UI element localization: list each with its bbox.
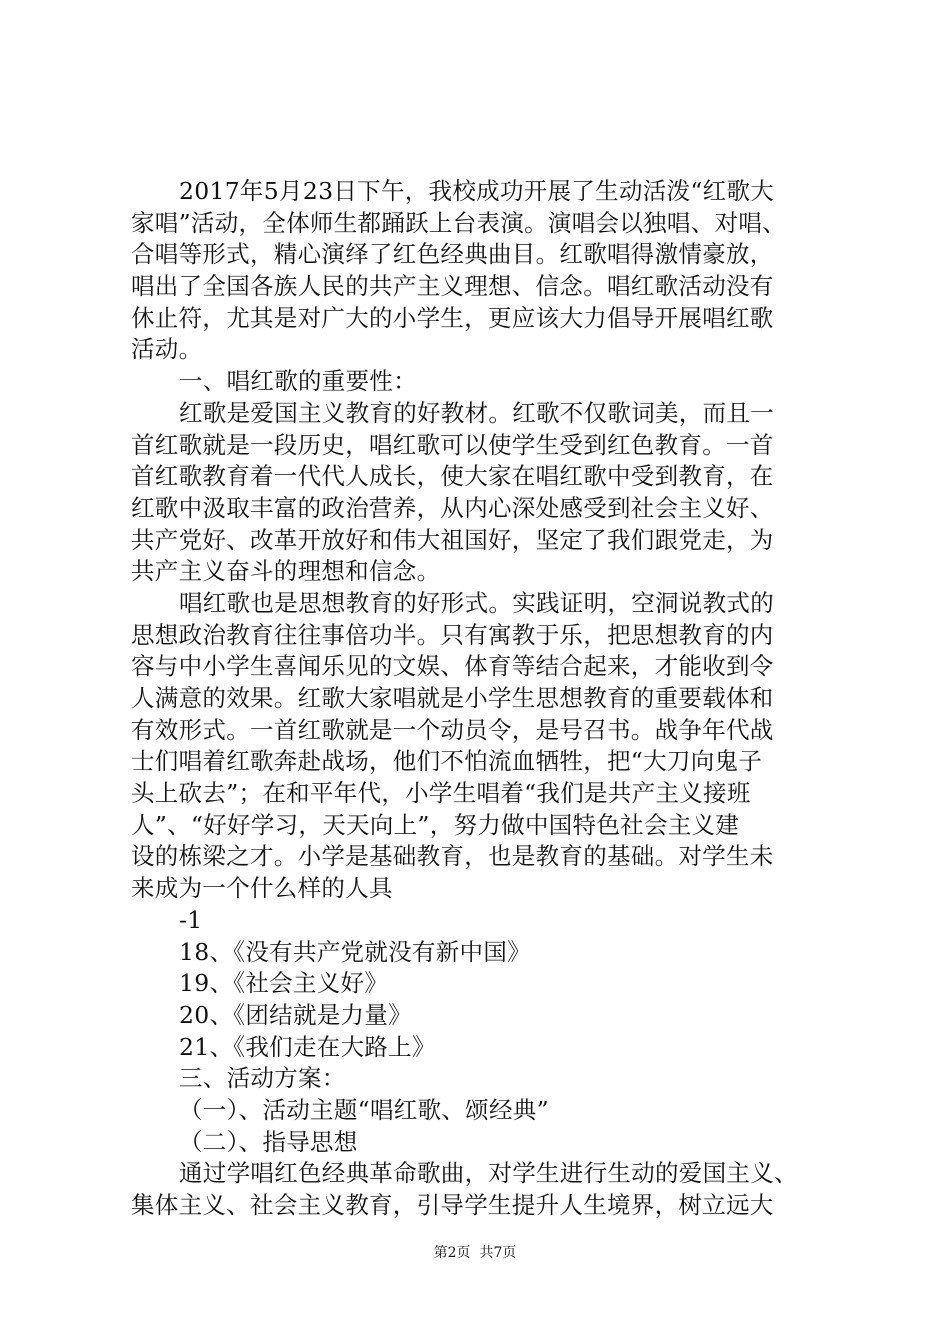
text-line: 21、《我们走在大路上》 xyxy=(179,1032,436,1061)
text-line: 首红歌教育着一代代人成长，使大家在唱红歌中受到教育，在 xyxy=(131,462,774,491)
text-line: 家唱”活动，全体师生都踊跃上台表演。演唱会以独唱、对唱、 xyxy=(131,208,786,237)
text-line: 思想政治教育往往事倍功半。只有寓教于乐，把思想教育的内 xyxy=(131,620,774,649)
text-line: -1 xyxy=(179,905,203,934)
text-line: 唱红歌也是思想教育的好形式。实践证明，空洞说教式的 xyxy=(179,588,774,617)
text-line: 共产主义奋斗的理想和信念。 xyxy=(131,557,441,586)
text-line: 红歌是爱国主义教育的好教材。红歌不仅歌词美，而且一 xyxy=(179,398,774,427)
text-line: 人”、“好好学习，天天向上”，努力做中国特色社会主义建 xyxy=(131,810,740,839)
text-line: 士们唱着红歌奔赴战场，他们不怕流血牺牲，把“大刀向鬼子 xyxy=(131,747,763,776)
text-line: 集体主义、社会主义教育，引导学生提升人生境界，树立远大 xyxy=(131,1191,774,1219)
text-line: 19、《社会主义好》 xyxy=(179,969,389,998)
text-line: 来成为一个什么样的人具 xyxy=(131,874,393,903)
page-footer: 第2页 共7页 xyxy=(433,1245,517,1261)
text-line: 设的栋梁之才。小学是基础教育，也是教育的基础。对学生未 xyxy=(131,842,774,871)
text-line: 合唱等形式，精心演绎了红色经典曲目。红歌唱得激情豪放， xyxy=(131,240,774,269)
text-line: 休止符，尤其是对广大的小学生，更应该大力倡导开展唱红歌 xyxy=(131,303,774,332)
document-body xyxy=(131,176,831,1222)
text-line: 18、《没有共产党就没有新中国》 xyxy=(179,937,531,966)
text-line: 20、《团结就是力量》 xyxy=(179,1000,412,1029)
text-line: 红歌中汲取丰富的政治营养，从内心深处感受到社会主义好、 xyxy=(131,493,774,522)
text-line: 三、活动方案： xyxy=(179,1064,346,1093)
text-line: 共产党好、改革开放好和伟大祖国好，坚定了我们跟党走，为 xyxy=(131,525,774,554)
text-line: 容与中小学生喜闻乐见的文娱、体育等结合起来，才能收到令 xyxy=(131,652,774,681)
text-line: 有效形式。一首红歌就是一个动员令，是号召书。战争年代战 xyxy=(131,715,774,744)
text-line: 首红歌就是一段历史，唱红歌可以使学生受到红色教育。一首 xyxy=(131,430,774,459)
text-line: 人满意的效果。红歌大家唱就是小学生思想教育的重要载体和 xyxy=(131,684,774,712)
text-line: 2017年5月23日下午，我校成功开展了生动活泼“红歌大 xyxy=(179,177,775,205)
text-line: 头上砍去”；在和平年代，小学生唱着“我们是共产主义接班 xyxy=(131,779,751,808)
text-line: 唱出了全国各族人民的共产主义理想、信念。唱红歌活动没有 xyxy=(131,272,774,301)
text-line: 一、唱红歌的重要性： xyxy=(179,367,417,396)
text-line: 活动。 xyxy=(131,335,203,364)
text-line: （二）、指导思想 xyxy=(179,1127,358,1156)
text-line: （一）、活动主题“唱红歌、颂经典” xyxy=(179,1095,549,1124)
text-line: 通过学唱红色经典革命歌曲，对学生进行生动的爱国主义、 xyxy=(179,1159,798,1188)
